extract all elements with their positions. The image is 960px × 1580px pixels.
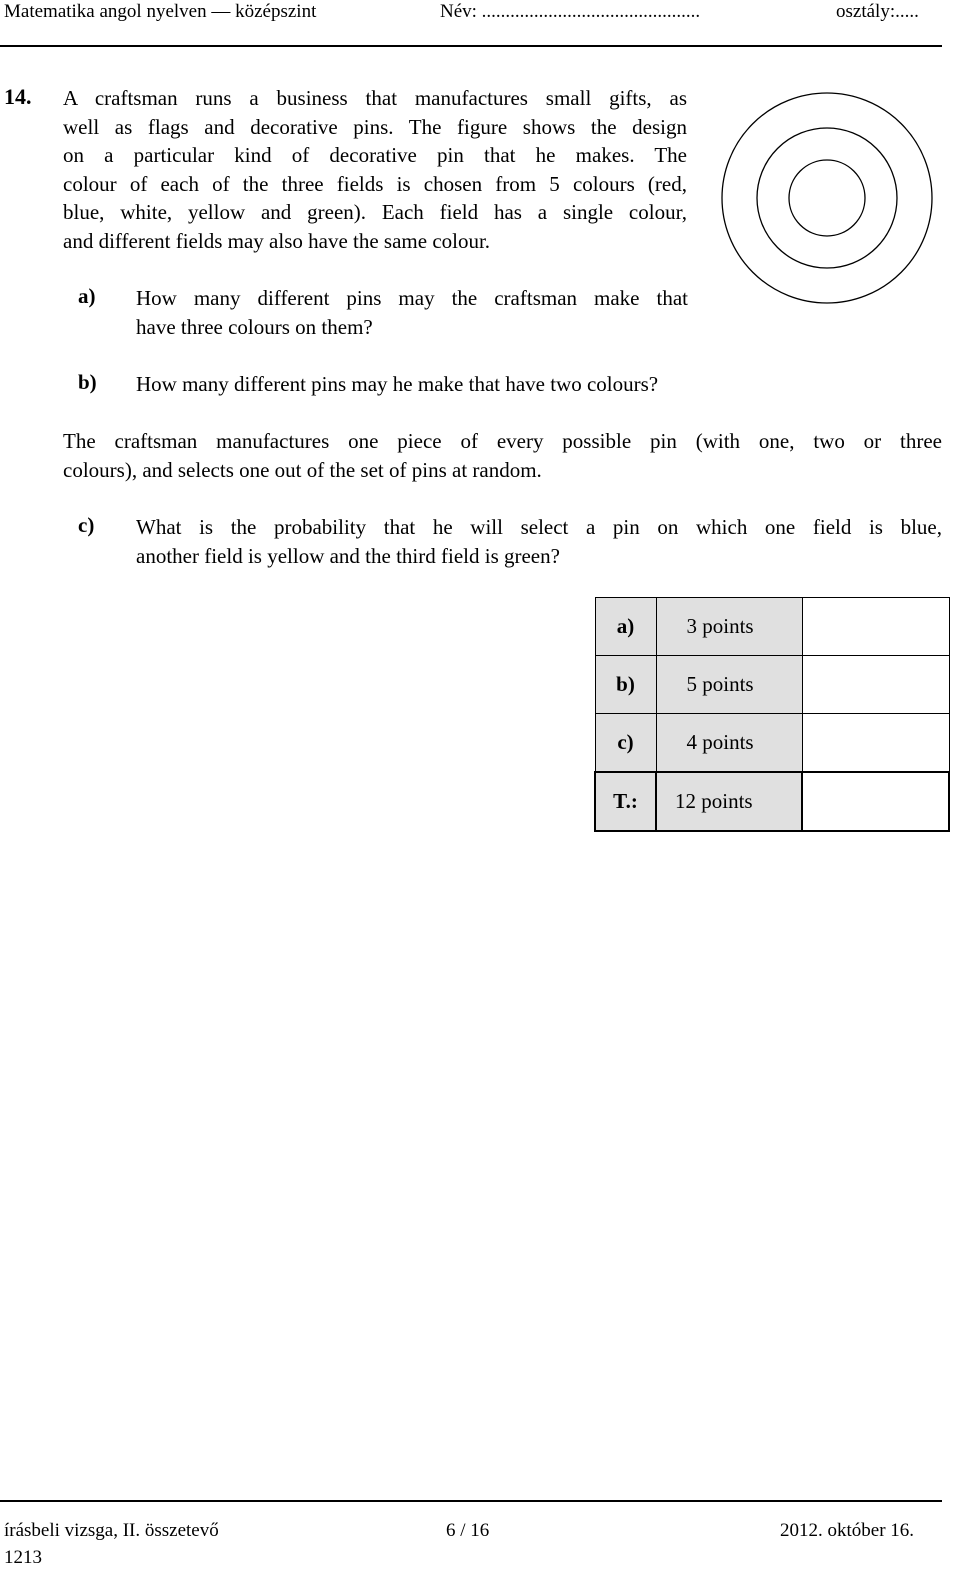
header-rule: [0, 45, 942, 47]
part-b-label: b): [78, 370, 97, 394]
score-points: 4 points: [656, 714, 802, 773]
intro-line: well as flags and decorative pins. The figure shows the design: [63, 114, 687, 139]
question-number: 14.: [4, 84, 32, 109]
part-c-text: [136, 513, 942, 570]
score-row: [595, 598, 949, 656]
outer-ring: [722, 93, 932, 303]
name-field: Név: ..............................................: [440, 1, 701, 22]
question-intro: [63, 84, 687, 255]
score-row: [595, 714, 949, 773]
footer-code: 1213: [4, 1547, 42, 1568]
score-total-row: [595, 772, 949, 831]
footer-date: 2012. október 16.: [780, 1520, 915, 1541]
part-b-text: How many different pins may he make that have two colours?: [136, 372, 659, 396]
score-row: [595, 656, 949, 714]
part-c-line: another field is yellow and the third field is green?: [136, 543, 560, 568]
part-a-label: a): [78, 284, 96, 308]
middle-line: colours), and selects one out of the set of pins at random.: [63, 457, 542, 482]
intro-line: A craftsman runs a business that manufactures small gifts, as: [63, 86, 687, 110]
score-total-entry-cell: [802, 772, 949, 831]
footer-exam-label: írásbeli vizsga, II. összetevő: [4, 1520, 219, 1541]
intro-line: and different fields may also have the same colour.: [63, 228, 491, 253]
footer-page-number: 6 / 16: [446, 1520, 490, 1541]
footer-rule: [0, 1500, 942, 1502]
intro-line: blue, white, yellow and green). Each field has a single colour,: [63, 200, 687, 224]
part-a-line: have three colours on them?: [136, 314, 373, 339]
header-title: Matematika angol nyelven — középszint: [4, 1, 317, 22]
score-label: b): [595, 656, 656, 714]
middle-ring: [757, 128, 897, 268]
score-label: c): [595, 714, 656, 773]
score-entry-cell: [802, 598, 949, 656]
score-total-points: 12 points: [656, 772, 802, 831]
intro-line: colour of each of the three fields is chosen from 5 colours (red,: [63, 171, 687, 196]
part-a-text: [136, 284, 688, 341]
middle-line: The craftsman manufactures one piece of every possible pin (with one, two or three: [63, 429, 942, 453]
middle-paragraph: [63, 427, 942, 484]
part-c-line: What is the probability that he will select a pin on which one field is blue,: [136, 515, 942, 539]
part-c-label: c): [78, 513, 95, 537]
score-total-label: T.:: [595, 772, 656, 831]
score-entry-cell: [802, 656, 949, 714]
score-points: 3 points: [656, 598, 802, 656]
score-entry-cell: [802, 714, 949, 773]
inner-circle: [789, 160, 865, 236]
score-table: [594, 597, 950, 832]
class-field: osztály:.....: [836, 1, 919, 22]
part-a-line: How many different pins may the craftsman make that: [136, 286, 688, 310]
score-label: a): [595, 598, 656, 656]
score-points: 5 points: [656, 656, 802, 714]
pin-design-figure: [719, 90, 935, 306]
intro-line: on a particular kind of decorative pin that he makes. The: [63, 143, 687, 167]
